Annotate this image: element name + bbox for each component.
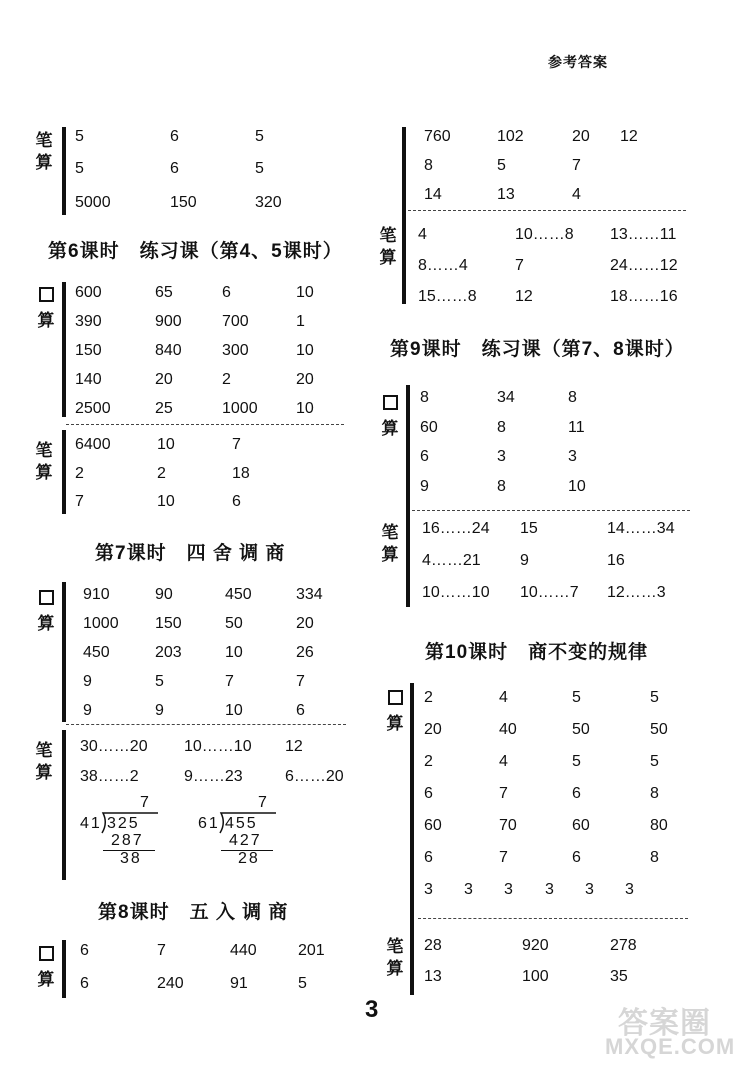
answer: 1000 <box>83 615 119 632</box>
remainder: 28 <box>238 850 260 867</box>
answer: 50 <box>572 721 590 738</box>
answer: 7 <box>572 157 581 174</box>
bisuan-label: 笔 算 <box>35 441 53 482</box>
answer: 100 <box>522 968 549 985</box>
kousuan-label: 算 <box>380 393 400 440</box>
answer: 5 <box>497 157 506 174</box>
answer: 8……4 <box>418 257 468 274</box>
answer: 15……8 <box>418 288 477 305</box>
answer: 102 <box>497 128 524 145</box>
bracket-line <box>410 683 414 995</box>
answer: 24……12 <box>610 257 678 274</box>
answer: 6400 <box>75 436 111 453</box>
answer: 10 <box>225 702 243 719</box>
answer: 3 <box>545 881 554 898</box>
answer: 6 <box>424 849 433 866</box>
answer: 840 <box>155 342 182 359</box>
quotient: 7 <box>140 794 151 811</box>
answer: 5 <box>75 128 84 145</box>
answer: 4 <box>418 226 427 243</box>
answer: 9 <box>83 673 92 690</box>
answer: 440 <box>230 942 257 959</box>
bisuan-label: 笔 算 <box>381 523 399 564</box>
answer: 300 <box>222 342 249 359</box>
dividend: 455 <box>225 815 258 832</box>
answer: 450 <box>83 644 110 661</box>
answer: 9 <box>520 552 529 569</box>
answer: 7 <box>157 942 166 959</box>
answer: 5 <box>255 128 264 145</box>
lesson6-title: 第6课时 练习课（第4、5课时） <box>48 241 343 262</box>
answer: 12 <box>515 288 533 305</box>
answer: 60 <box>420 418 438 436</box>
answer: 600 <box>75 284 102 301</box>
answer: 20 <box>296 615 314 632</box>
answer: 10 <box>296 284 314 301</box>
answer: 6 <box>296 702 305 719</box>
answer: 10 <box>225 644 243 661</box>
answer: 760 <box>424 128 451 145</box>
answer: 6 <box>170 128 179 145</box>
dashed-divider <box>66 724 346 725</box>
answer: 150 <box>170 194 197 211</box>
bracket-line <box>62 127 66 215</box>
answer: 8 <box>650 849 659 866</box>
dividend: 325 <box>107 815 140 832</box>
bracket-line <box>406 385 410 607</box>
answer: 3 <box>497 448 506 465</box>
answer: 60 <box>424 817 442 834</box>
answer: 8 <box>420 389 429 406</box>
answer: 2 <box>75 464 84 482</box>
answer: 8 <box>568 389 577 406</box>
answer: 10 <box>296 400 314 417</box>
bracket-line <box>62 430 66 514</box>
answer: 34 <box>497 389 515 406</box>
answer: 150 <box>155 615 182 632</box>
answer: 8 <box>424 157 433 174</box>
answer: 700 <box>222 313 249 330</box>
answer: 450 <box>225 586 252 603</box>
answer: 91 <box>230 975 248 992</box>
remainder: 38 <box>120 850 142 867</box>
answer: 12 <box>285 738 303 755</box>
answer: 7 <box>225 673 234 690</box>
answer: 9 <box>155 702 164 719</box>
answer: 4……21 <box>422 552 481 569</box>
product: 287 <box>111 832 144 849</box>
answer: 5 <box>650 689 659 706</box>
answer: 8 <box>497 477 506 495</box>
answer: 5 <box>298 975 307 992</box>
answer: 7 <box>296 673 305 690</box>
answer: 320 <box>255 194 282 211</box>
answer: 2 <box>424 689 433 706</box>
answer: 6……20 <box>285 768 344 785</box>
box-icon <box>39 946 54 961</box>
answer: 920 <box>522 937 549 954</box>
answer: 240 <box>157 975 184 992</box>
answer: 910 <box>83 586 110 603</box>
bracket-line <box>62 582 66 722</box>
answer: 3 <box>504 881 513 898</box>
answer: 10 <box>157 436 175 453</box>
answer: 14 <box>424 186 442 203</box>
answer: 203 <box>155 644 182 661</box>
answer: 3 <box>625 881 634 898</box>
answer: 18 <box>232 464 250 482</box>
answer: 20 <box>424 721 442 738</box>
answer: 3 <box>464 881 473 898</box>
box-icon <box>39 590 54 605</box>
answer: 70 <box>499 817 517 834</box>
answer: 9……23 <box>184 768 243 785</box>
box-icon <box>388 690 403 705</box>
answer: 6 <box>572 785 581 802</box>
answer: 8 <box>650 785 659 802</box>
bracket-line <box>62 940 66 998</box>
answer: 390 <box>75 313 102 330</box>
answer: 13……11 <box>610 226 677 243</box>
answer: 3 <box>568 448 577 465</box>
answer: 50 <box>225 615 243 632</box>
answer: 4 <box>499 753 508 770</box>
answer: 10 <box>157 493 175 510</box>
answer: 90 <box>155 586 173 603</box>
dashed-divider <box>412 510 690 511</box>
answer: 38……2 <box>80 768 139 785</box>
answer: 334 <box>296 586 323 603</box>
answer: 35 <box>610 968 628 985</box>
answer: 10 <box>568 477 586 495</box>
answer: 5 <box>572 753 581 770</box>
lesson10-title: 第10课时 商不变的规律 <box>425 642 649 663</box>
quotient: 7 <box>258 794 269 811</box>
answer: 201 <box>298 942 325 959</box>
box-icon <box>383 395 398 410</box>
answer: 6 <box>232 493 241 510</box>
answer: 50 <box>650 721 668 738</box>
answer: 10……8 <box>515 226 574 243</box>
answer: 7 <box>75 493 84 510</box>
answer: 10……10 <box>422 584 490 601</box>
answer: 26 <box>296 644 314 661</box>
kousuan-label: 算 <box>385 688 405 735</box>
answer: 140 <box>75 371 102 388</box>
answer: 7 <box>499 849 508 866</box>
answer: 25 <box>155 400 173 417</box>
answer: 5 <box>572 689 581 706</box>
answer: 18……16 <box>610 288 678 305</box>
bisuan-label: 笔 算 <box>35 131 53 172</box>
answer: 15 <box>520 520 538 537</box>
answer: 6 <box>80 975 89 992</box>
lesson7-title: 第7课时 四 舍 调 商 <box>95 543 286 564</box>
answer: 10 <box>296 342 314 359</box>
header-title: 参考答案 <box>548 54 608 70</box>
answer: 16 <box>607 552 625 569</box>
dashed-divider <box>418 918 688 919</box>
answer: 8 <box>497 418 506 436</box>
bisuan-label: 笔 算 <box>386 937 404 978</box>
answer: 6 <box>424 785 433 802</box>
answer: 278 <box>610 937 637 954</box>
bisuan-label: 笔 算 <box>35 741 53 782</box>
answer: 60 <box>572 817 590 834</box>
lesson9-title: 第9课时 练习课（第7、8课时） <box>390 339 685 360</box>
bracket-line <box>402 127 406 304</box>
answer: 30……20 <box>80 738 148 755</box>
answer: 2 <box>157 464 166 482</box>
answer: 5 <box>75 160 84 177</box>
bisuan-label: 笔 算 <box>379 226 397 267</box>
dashed-divider <box>408 210 686 211</box>
answer: 4 <box>572 186 581 203</box>
kousuan-label: 算 <box>36 944 56 991</box>
answer: 1000 <box>222 400 258 417</box>
answer: 10……10 <box>184 738 252 755</box>
answer: 9 <box>420 477 429 495</box>
page-number: 3 <box>365 996 379 1023</box>
answer: 7 <box>499 785 508 802</box>
answer: 3 <box>585 881 594 898</box>
answer: 13 <box>497 186 515 203</box>
answer: 2500 <box>75 400 111 417</box>
answer: 4 <box>499 689 508 706</box>
answer: 12……3 <box>607 584 666 601</box>
answer: 6 <box>222 284 231 301</box>
answer: 13 <box>424 968 442 985</box>
product: 427 <box>229 832 262 849</box>
answer: 14……34 <box>607 520 675 537</box>
answer: 2 <box>424 753 433 770</box>
bracket-line <box>62 282 66 417</box>
bracket-line <box>62 730 66 880</box>
kousuan-label: 算 <box>36 588 56 635</box>
answer: 6 <box>170 160 179 177</box>
answer: 40 <box>499 721 517 738</box>
answer: 7 <box>232 436 241 453</box>
answer: 1 <box>296 313 305 330</box>
answer: 3 <box>424 881 433 898</box>
answer: 5 <box>155 673 164 690</box>
answer: 900 <box>155 313 182 330</box>
box-icon <box>39 287 54 302</box>
answer: 10……7 <box>520 584 579 601</box>
dashed-divider <box>66 424 344 425</box>
watermark-logo: 答案圈 <box>618 1007 711 1040</box>
answer: 80 <box>650 817 668 834</box>
answer: 28 <box>424 937 442 954</box>
lesson8-title: 第8课时 五 入 调 商 <box>98 902 289 923</box>
divisor: 61 <box>198 815 220 832</box>
answer: 20 <box>155 371 173 388</box>
answer: 6 <box>80 942 89 959</box>
answer: 20 <box>572 128 590 145</box>
watermark-url: MXQE.COM <box>605 1034 736 1059</box>
answer: 16……24 <box>422 520 490 537</box>
answer: 5 <box>650 753 659 770</box>
answer: 65 <box>155 284 173 301</box>
answer: 5000 <box>75 194 111 211</box>
answer: 5 <box>255 160 264 177</box>
answer: 6 <box>572 849 581 866</box>
answer: 150 <box>75 342 102 359</box>
kousuan-label: 算 <box>36 285 56 332</box>
answer: 7 <box>515 257 524 274</box>
answer: 2 <box>222 371 231 388</box>
answer: 12 <box>620 128 638 145</box>
answer: 6 <box>420 448 429 465</box>
answer: 9 <box>83 702 92 719</box>
divisor: 41 <box>80 815 102 832</box>
answer: 11 <box>568 418 585 436</box>
answer: 20 <box>296 371 314 388</box>
